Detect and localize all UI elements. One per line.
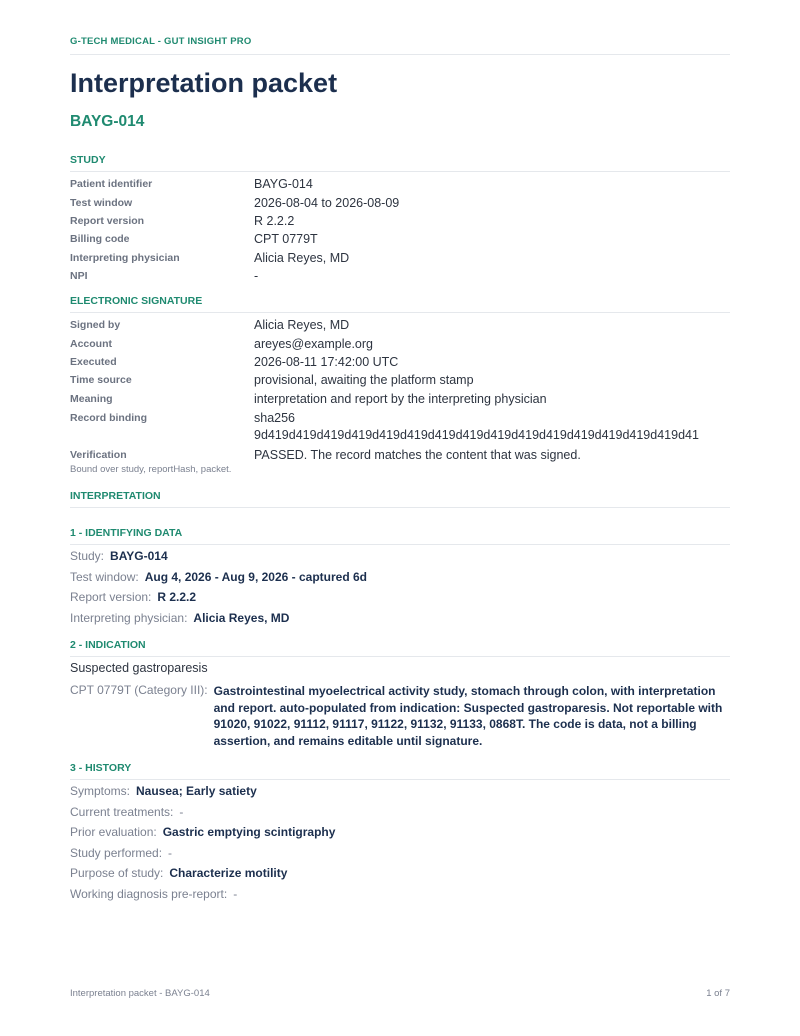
- signature-table: [70, 316, 730, 464]
- binding-note: Bound over study, reportHash, packet.: [70, 464, 232, 475]
- verification-status: PASSED. The record matches the content that was signed.: [254, 448, 581, 463]
- study-table: [70, 175, 730, 285]
- section-heading-interpretation: INTERPRETATION: [70, 490, 730, 508]
- field-value: interpretation and report by the interpreting physician: [254, 391, 547, 406]
- field-label: Report version: [70, 214, 145, 227]
- study-row: [70, 193, 730, 211]
- list-item: [70, 863, 730, 884]
- subsection-heading-history: 3 - HISTORY: [70, 762, 730, 780]
- study-row: [70, 212, 730, 230]
- item-value: Alicia Reyes, MD: [193, 610, 290, 625]
- page-subtitle: BAYG-014: [70, 113, 145, 130]
- field-value: areyes@example.org: [254, 336, 373, 351]
- field-label: Billing code: [70, 233, 130, 246]
- record-binding-row: [70, 408, 730, 446]
- field-value: R 2.2.2: [254, 213, 295, 228]
- field-label: NPI: [70, 270, 88, 283]
- item-value: -: [233, 886, 238, 901]
- item-label: Report version:: [70, 590, 152, 605]
- page-number: 1 of 7: [706, 988, 730, 999]
- field-value: -: [254, 269, 259, 284]
- study-row: [70, 267, 730, 285]
- section-heading-signature: ELECTRONIC SIGNATURE: [70, 295, 730, 313]
- signature-row: [70, 371, 730, 389]
- list-item: [70, 567, 730, 588]
- item-value: BAYG-014: [110, 549, 168, 564]
- signature-row: [70, 316, 730, 334]
- list-item: [70, 884, 730, 905]
- signature-row: [70, 390, 730, 408]
- item-value: Nausea; Early satiety: [136, 784, 257, 799]
- cpt-description: Gastrointestinal myoelectrical activity study, stomach through colon, with interpretation and report. auto-populated from indication: Suspected gastroparesis. Not reportable with 91020, 91022, 91112, 91117, 91122, 91132, 91133, 0868T. The code is data, not a billing assertion, and remains editable until signature.: [213, 684, 723, 748]
- field-value: Alicia Reyes, MD: [254, 250, 350, 265]
- study-row: [70, 230, 730, 248]
- hash-algorithm: sha256: [254, 410, 296, 425]
- field-label: Account: [70, 337, 112, 350]
- study-row: [70, 249, 730, 267]
- item-value: Characterize motility: [169, 866, 288, 881]
- indication-text: Suspected gastroparesis: [70, 661, 208, 675]
- item-label: Current treatments:: [70, 804, 174, 819]
- list-item: [70, 822, 730, 843]
- subsection-heading-identifying-data: 1 - IDENTIFYING DATA: [70, 527, 730, 545]
- field-value: CPT 0779T: [254, 232, 318, 247]
- item-label: Working diagnosis pre-report:: [70, 886, 228, 901]
- study-row: [70, 175, 730, 193]
- field-value: Alicia Reyes, MD: [254, 318, 350, 333]
- list-item: [70, 587, 730, 608]
- field-value: BAYG-014: [254, 177, 313, 192]
- field-value: 2026-08-04 to 2026-08-09: [254, 195, 400, 210]
- record-hash: [254, 410, 699, 444]
- field-label: Test window: [70, 196, 133, 209]
- item-label: Test window:: [70, 569, 139, 584]
- page-title: Interpretation packet: [70, 68, 338, 98]
- item-label: Study:: [70, 549, 105, 564]
- footer-document-label: Interpretation packet - BAYG-014: [70, 988, 210, 999]
- field-label: Time source: [70, 374, 132, 387]
- field-label: Verification: [70, 449, 127, 462]
- item-value: Gastric emptying scintigraphy: [162, 825, 336, 840]
- item-label: Purpose of study:: [70, 866, 164, 881]
- item-label: Study performed:: [70, 845, 163, 860]
- field-label: Meaning: [70, 392, 113, 405]
- signature-row: [70, 334, 730, 352]
- signature-row: [70, 353, 730, 371]
- list-item: [70, 843, 730, 864]
- field-label: Patient identifier: [70, 178, 153, 191]
- item-label: Symptoms:: [70, 784, 131, 799]
- hash-value: 9d419d419d419d419d419d419d419d419d419d419d419d419d419d419d419d41: [254, 427, 699, 442]
- identifying-data-list: [70, 546, 730, 628]
- list-item: [70, 802, 730, 823]
- subsection-heading-indication: 2 - INDICATION: [70, 639, 730, 657]
- list-item: [70, 781, 730, 802]
- item-value: R 2.2.2: [157, 590, 197, 605]
- field-value: provisional, awaiting the platform stamp: [254, 373, 474, 388]
- cpt-label: CPT 0779T (Category III):: [70, 683, 208, 697]
- brand-line: G-TECH MEDICAL - GUT INSIGHT PRO: [70, 36, 252, 47]
- section-heading-study: STUDY: [70, 154, 730, 172]
- field-label: Record binding: [70, 411, 147, 424]
- history-list: [70, 781, 730, 904]
- item-value: -: [179, 804, 184, 819]
- field-label: Executed: [70, 355, 117, 368]
- field-value: 2026-08-11 17:42:00 UTC: [254, 354, 399, 369]
- list-item: [70, 608, 730, 629]
- field-label: Signed by: [70, 319, 121, 332]
- item-value: -: [168, 845, 173, 860]
- item-value: Aug 4, 2026 - Aug 9, 2026 - captured 6d: [144, 569, 367, 584]
- header-divider: [70, 54, 730, 55]
- field-label: Interpreting physician: [70, 251, 180, 264]
- document-page: [70, 0, 730, 1036]
- item-label: Interpreting physician:: [70, 610, 188, 625]
- verification-row: [70, 446, 730, 464]
- cpt-code-block: [70, 683, 730, 749]
- item-label: Prior evaluation:: [70, 825, 157, 840]
- list-item: [70, 546, 730, 567]
